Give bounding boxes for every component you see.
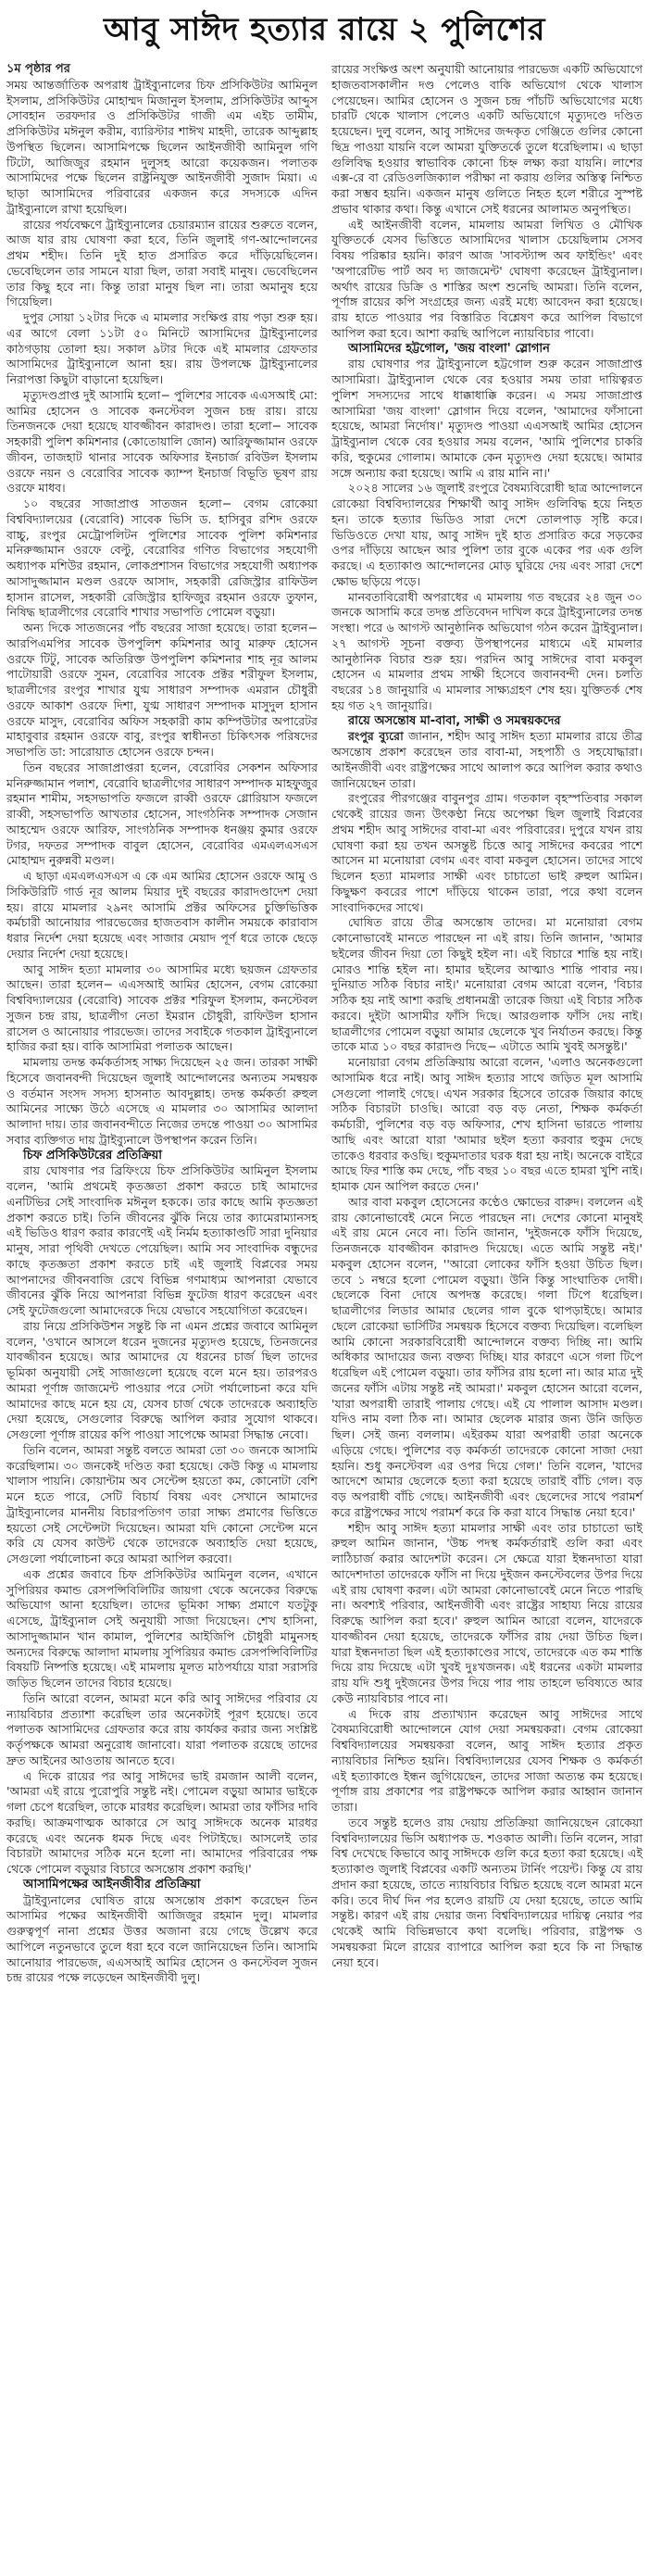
paragraph: এ দিকে রায় প্রত্যাখ্যান করেছেন আবু সাঈদের সাথে বৈষম্যবিরোধী আন্দোলনে যোগ দেয়া সমন্বয়করা। বেগম রোকেয়া বিশ্ববিদ্যালয়ের সমন্বয়করা বলেন, আবু সাঈদ হত্যার প্রকৃত ন্যায়বিচার নিশ্চিত হয়নি। বিশ্ববিদ্যালয়ের যেসব শিক্ষক ও কর্মকর্তা এই হত্যাকাণ্ডে ইন্ধন জুগিয়েছেন, তাদের সাজা অত্যন্ত কম হয়েছে। পূর্ণাঙ্গ রায় প্রকাশের পর রাষ্ট্রপক্ষকে আপিল করার আহ্বান জানান তারা। bbox=[331, 1706, 643, 1814]
continued-from-label: ১ম পৃষ্ঠার পর bbox=[6, 62, 70, 76]
paragraph: রায় নিয়ে প্রসিকিউশন সন্তুষ্ট কি না এমন প্রশ্নের জবাবে আমিনুল বলেন, 'ওখানে আসলে ধরেন দুজনের মৃত্যুদণ্ড হয়েছে, তিনজনের যাবজ্জীবন হয়েছে। আর আমাদের যে ধরনের চার্জ ছিল তাদের ভূমিকা অনুযায়ী সেই সাজাগুলো হয়েছে বলে মনে হয়। তারপরও আমরা পূর্ণাঙ্গ জাজমেন্ট পাওয়ার পরে সেটা পর্যালোচনা করে যদি আমাদের কাছে মনে হয় যে, যেসব চার্জ থেকে তাদেরকে অব্যাহতি দেয়া হয়েছে, সেগুলোর বিরুদ্ধে আপিল করার সুযোগ থাকবে। সেগুলো পূর্ণাঙ্গ রায়ের কপি পাওয়া সাপেক্ষে আমরা সিদ্ধান্ত নেবো। bbox=[6, 1318, 318, 1441]
subheading: আসামিদের হট্টগোল, 'জয় বাংলা' স্লোগান bbox=[348, 341, 550, 356]
paragraph: আর বাবা মকবুল হোসেনের কণ্ঠেও ক্ষোভের বারুদ। বললেন এই রায় কোনোভাবেই মেনে নিতে পারছেন না। দেশের কোনো মানুষই এই রায় মেনে নেবে না। তিনি জানান, 'দুইজনকে ফাঁসি দিয়েছে, তিনজনকে যাবজ্জীবন কারাদণ্ড দিয়েছে। এতে আমি সন্তুষ্ট নই।' মকবুল হোসেন বলেন, ''আরো লোকের ফাঁসি হওয়া উচিত ছিল। তবে ১ নম্বরে হলো পোমেল বড়ুয়া। উনি কিন্তু সাংঘাতিক দোষী। ছেলেকে বিনা দোষে অপদস্ত করেছে। গলা টিপে ধরেছিল। ছাত্রলীগের লিডার আমার ছেলের গাল বুকে থাপড়াইছে। আমার ছেলে রোকেয়া ভার্সিটির সমন্বয়ক হিসেবে বক্তব্য দিয়েছিল। বলেছিল আমি কোনো সরকারবিরোধী আন্দোলনে বক্তব্য দিচ্ছি না। আমি অধিকার আদায়ের জন্য বক্তব্য দিচ্ছি। যার কারণে এসে গলা টিপে ধরেছিল এই পোমেল বড়ুয়া। তার ফাঁসির রায় হলো না। আর মাত্র দুই জনের ফাঁসি এটায় সন্তুষ্ট নই আমরা।' মকবুল হোসেন আরো বলেন, 'যারা অপরাধী তারাই পালায় গেছে। এই যে পালাল আসাদ মণ্ডল। যদিও নাম বলা ঠিক না। আমার ছেলেক মারার জন্য উনি জড়িত ছিল। সেই জন্য বললাম। এইরকম যারা অপরাধী তারা অনেকে এড়িয়ে গেছে। পুলিশের বড় কর্মকর্তা তাদেরকে কোনো সাজা দেয়া হয়নি। শুধু কনস্টেবল এর ওপর দিয়ে গেল।' তিনি বলেন, 'যাদের আদেশে আমার ছেলেকে হত্যা করা হয়েছে তারাই বাঁচি গেল। বড় বড় অপরাধী বাঁচি গেছে। আইনজীবী এবং ছেলেদের সাথে পরামর্শ করে রাষ্ট্রপক্ষের সাথে পরামর্শ করে কি করা যাবে সিদ্ধান্ত নেয়া হবে।' bbox=[331, 1194, 643, 1519]
paragraph: রায় ঘোষণার পর ব্রিফিংয়ে চিফ প্রসিকিউটর আমিনুল ইসলাম বলেন, 'আমি প্রথমেই কৃতজ্ঞতা প্রকাশ করতে চাই আমাদের এনটিভির সেই সাংবাদিক মঈনুল হককে। তার কাছে আমি কৃতজ্ঞতা প্রকাশ করতে চাই। তিনি জীবনের ঝুঁকি নিয়ে তার ক্যামেরাম্যানসহ এই ভিডিও ধারণ করার কারণেই এই নির্মম হত্যাকাণ্ডটি সারা দুনিয়ার মানুষ, সারা পৃথিবী দেখতে পেয়েছিল। আমি সব সাংবাদিক বন্ধুদের কাছে কৃতজ্ঞতা প্রকাশ করতে চাই এই জুলাই বিপ্লবের সময় আপনাদের জীবনবাজি রেখে বিভিন্ন গণমাধ্যম আপনারা যেভাবে জীবনের ঝুঁকি নিয়ে আপনারা বিভিন্ন ফুটেজ ধারণ করেছেন এবং সেই ফুটেজগুলো আমাদেরকে দিয়ে যেভাবে সহযোগিতা করেছেন। bbox=[6, 1163, 318, 1317]
paragraph: তবে সন্তুষ্ট হলেও রায় দেয়ায় প্রতিক্রিয়া জানিয়েছেন রোকেয়া বিশ্ববিদ্যালয়ের ভিসি অধ্যাপক ড. শওকাত আলী। তিনি বলেন, সারা বিশ্ব দেখেছে কিভাবে আবু সাঈদকে গুলি করে হত্যা করা হয়েছে। এই হত্যাকাণ্ড জুলাই বিপ্লবের একটি অন্যতম টার্নিং পয়েন্ট। কিন্তু যে রায় প্রদান করা হয়েছে, তাতে ন্যায়বিচার বিঘ্নিত হয়েছে বলে আমরা মনে করি। তবে দীর্ঘ দিন পর হলেও রায়টি যে দেয়া হয়েছে, তাতে আমি সন্তুষ্ট। কারণ এই রায় দেয়ার জন্য বিশ্ববিদ্যালয়ের দায়িত্ব নেয়ার পর থেকেই আমি বিভিন্নভাবে কথা বলেছি। পরিবার, রাষ্ট্রপক্ষ ও সমন্বয়করা মিলে রায়ের ব্যাপারে আপিল করা হবে কি না সিদ্ধান্ত নেয়া হবে। bbox=[331, 1815, 643, 1969]
paragraph: এক প্রশ্নের জবাবে চিফ প্রসিকিউটর আমিনুল বলেন, এখানে সুপিরিয়র কমান্ড রেসপন্সিবিলিটির জায়গা থেকে অনেকের বিরুদ্ধে অভিযোগ আনা হয়েছিল। তাদের ভূমিকা সাক্ষ্য প্রমাণে যতটুকু এসেছে, ট্রাইব্যুনাল সেই অনুযায়ী সাজা দিয়েছেন। শেখ হাসিনা, আসাদুজ্জামান খান কামাল, পুলিশের আইজিপি চৌধুরী মামুনসহ অন্যদের বিরুদ্ধে আলাদা মামলায় সুপিরিয়র কমান্ড রেসপন্সিবিলিটির বিষয়টি নিষ্পত্তি হয়েছে। এই মামলায় মূলত মাঠপর্যায়ে যারা সরাসরি জড়িত ছিলেন তাদের বিচার হয়েছে। bbox=[6, 1566, 318, 1690]
subheading: রায়ে অসন্তোষ মা-বাবা, সাক্ষী ও সমন্বয়কদের bbox=[348, 713, 561, 728]
right-column bbox=[331, 62, 643, 1986]
paragraph: ১০ বছরের সাজাপ্রাপ্ত সাতজন হলো− বেগম রোকেয়া বিশ্ববিদ্যালয়ের (বেরোবি) সাবেক ভিসি ড. হাসিবুর রশিদ ওরফে বাচ্চু, রংপুর মেট্রোপলিটন পুলিশের সাবেক পুলিশ কমিশনার মনিরুজ্জামান ওরফে বেল্টু, বেরোবির গণিত বিভাগের সহযোগী অধ্যাপক মশিউর রহমান, লোকপ্রশাসন বিভাগের সহযোগী অধ্যাপক আসাদুজ্জামান মণ্ডল ওরফে আসাদ, সহকারী রেজিস্ট্রার রাফিউল হাসান রাসেল, সহকারী রেজিস্ট্রার হাফিজুর রহমান ওরফে তুফান, নিষিদ্ধ ছাত্রলীগের বেরোবি শাখার সভাপতি পোমেল বড়ুয়া। bbox=[6, 496, 318, 620]
paragraph: ট্রাইব্যুনালের ঘোষিত রায়ে অসন্তোষ প্রকাশ করেছেন তিন আসামির পক্ষের আইনজীবী আজিজুর রহমান দুলু। মামলার গুরুত্বপূর্ণ নানা প্রশ্নের উত্তর অজানা রয়ে গেছে উল্লেখ করে আপিলে নতুনভাবে তুলে ধরা হবে বলে জানিয়েছেন তিনি। আসামি আনোয়ার পারভেজ, এএসআই আমির হোসেন ও কনস্টেবল সুজন চন্দ্র রায়ের পক্ষে লড়েছেন আইনজীবী দুলু। bbox=[6, 1892, 318, 1985]
paragraph: মামলায় তদন্ত কর্মকর্তাসহ সাক্ষ্য দিয়েছেন ২৫ জন। তারকা সাক্ষী হিসেবে জবানবন্দী দিয়েছেন জুলাই আন্দোলনের অন্যতম সমন্বয়ক ও বর্তমান সংসদ সদস্য হাসনাত আবদুল্লাহ। তদন্ত কর্মকর্তা রুহুল আমিনের সাক্ষ্যে উঠে এসেছে এ মামলার ৩০ আসামির আলাদা আলাদা দায়। তার জবানবন্দীতে নিজের তদন্তে পাওয়া ৩০ আসামির সবার ব্যক্তিগত দায় ট্রাইব্যুনালে উপস্থাপন করেন তিনি। bbox=[6, 1055, 318, 1147]
article-body bbox=[0, 62, 649, 1986]
paragraph: ঘোষিত রায়ে তীব্র অসন্তোষ তাদের। মা মনোয়ারা বেগম কোনোভাবেই মানতে পারছেন না এই রায়। তিনি জানান, 'আমার ছইলের জীবন দিয়া তো কিছুই হইল না। এই বিচারে শান্তি হয় নাই। মোরও শান্তি হইল না। হামার ছইলের আত্মাও শান্তি পাবার নয়। দুনিয়াত সঠিক বিচার নাই।' মনোয়ারা বেগম আরো বলেন, 'বিচার সঠিক হয় নাই আশা করছি প্রধানমন্ত্রী তারেক জিয়া এই বিচার সঠিক করবে। দুইটা আসামীর ফাঁসি দিছে। আরগুলাক ফাঁসি দেয় নাই। ছাত্রলীগের পোমেল বড়ুয়া আমার ছেলেকে খুব নির্যাতন করছে। কিন্তু তাকে মাত্র ১০ বছর কারাদণ্ড দিছে− এটাতে আমি খুবই অসন্তুষ্ট।' bbox=[331, 915, 643, 1054]
paragraph-text: জানান, শহীদ আবু সাঈদ হত্যা মামলার রায়ে তীব্র অসন্তোষ প্রকাশ করেছেন তার বাবা-মা, সহপাঠী ও সহযোদ্ধারা। আইনজীবী এবং রাষ্ট্রপক্ষের সাথে আলাপ করে আপিল করার কথাও জানিয়েছেন তারা। bbox=[331, 729, 643, 790]
subheading: চিফ প্রসিকিউটরের প্রতিক্রিয়া bbox=[23, 1148, 163, 1162]
paragraph: মৃত্যুদণ্ডপ্রাপ্ত দুই আসামি হলো− পুলিশের সাবেক এএসআই মো: আমির হোসেন ও সাবেক কনস্টেবল সুজন চন্দ্র রায়। রায়ে তিনজনকে দেয়া হয়েছে যাবজ্জীবন কারাদণ্ড। তারা হলো− সাবেক সহকারী পুলিশ কমিশনার (কোতোয়ালি জোন) আরিফুজ্জামান ওরফে জীবন, তাজহাট থানার সাবেক অফিসার ইনচার্জ রবিউল ইসলাম ওরফে নয়ন ও বেরোবির সাবেক ক্যাম্প ইনচার্জ বিভূতি ভূষণ রায় ওরফে মাধব। bbox=[6, 387, 318, 496]
paragraph: দুপুর সোয়া ১২টার দিকে এ মামলার সংক্ষিপ্ত রায় পড়া শুরু হয়। এর আগে বেলা ১১টা ৫০ মিনিটে আসামিদের ট্রাইব্যুনালের কাঠগড়ায় তোলা হয়। সকাল ৯টার দিকে এই মামলার গ্রেফতার আসামিদের ট্রাইব্যুনালে আনা হয়। রায় উপলক্ষে ট্রাইব্যুনালের নিরাপত্তা কিছুটা বাড়ানো হয়েছিল। bbox=[6, 310, 318, 386]
paragraph: তিনি বলেন, আমরা সন্তুষ্ট বলতে আমরা তো ৩০ জনকে আসামি করেছিলাম। ৩০ জনকেই দণ্ডিত করা হয়েছে। কেউ কিন্তু এ মামলায় খালাস পায়নি। কোয়ান্টাম অব সেন্টেন্স হয়তো কম, কোনোটা বেশি মনে হতে পারে, সেটি বিচার্য বিষয় এবং সেখানে আমাদের ট্রাইব্যুনালের মাননীয় বিচারপতিগণ তারা সাক্ষ্য প্রমাণের ভিত্তিতে হয়তো সেই সেন্টেন্সটা দিয়েছেন। আমরা যদি কোনো সেন্টেন্স মনে করি যে যেসব কাউন্ট থেকে তাদেরকে অব্যাহতি দেয়া হয়েছে, সেগুলো পর্যালোচনা করে আমরা আপিল করবো। bbox=[6, 1442, 318, 1565]
paragraph bbox=[331, 729, 643, 791]
paragraph: সময় আন্তর্জাতিক অপরাধ ট্রাইব্যুনালের চিফ প্রসিকিউটর আমিনুল ইসলাম, প্রসিকিউটর মোহাম্মদ মিজানুল ইসলাম, প্রসিকিউটর আব্দুস সোবহান তরফদার ও প্রসিকিউটর গাজী এম এইচ তামীম, প্রসিকিউটর মঈনুল করীম, ব্যারিস্টার শাঈখ মাহদী, তারেক আব্দুল্লাহ উপস্থিত ছিলেন। আসামিপক্ষে ছিলেন আইনজীবী আমিনুল গণি টিটো, আজিজুর রহমান দুলুসহ আরো কয়েকজন। পলাতক আসামিদের পক্ষে ছিলেন রাষ্ট্রনিযুক্ত আইনজীবী সুজাদ মিয়া। এ ছাড়া আসামিদের পরিবারের একজন করে সদস্যকে এদিন ট্রাইব্যুনালে রাখা হয়েছিল। bbox=[6, 77, 318, 216]
paragraph: মনোয়ারা বেগম প্রতিক্রিয়ায় আরো বলেন, 'এলাও অনেকগুলো আসামিক ধরে নাই। আবু সাঈদ হত্যার সাথে জড়িত মূল আসামি সেগুলো পালাই গেছে। এখন সরকার হিসেবে তারেক জিয়ার কাছে সঠিক বিচারটা চাওছি। আরো বড় বড় নেতা, শিক্ষক কর্মকর্তা কর্মচারী, পুলিশের বড় বড় অফিসার, শেখ হাসিনা ভারতে পালায় আছি এবং আরো যারা 'আমার ছইল হত্যা করবার হুকুম দেছে তাকেও ধরবার কওছি। হুকুমদাতার ঘরক ধরা হয় নাই। অনেকে বাইরে আছে ফির শাস্তি কম দেছে, পাঁচ বছর ১০ বছর এতে হামরা খুশি নাই। হামাক যেন আপিল করতে দেন।' bbox=[331, 1055, 643, 1193]
paragraph: মানবতাবিরোধী অপরাধের এ মামলায় গত বছরের ২৪ জুন ৩০ জনকে আসামি করে তদন্ত প্রতিবেদন দাখিল করে ট্রাইব্যুনালের তদন্ত সংস্থা। পরে ৬ আগস্ট আনুষ্ঠানিক অভিযোগ গঠন করেন ট্রাইব্যুনাল। ২৭ আগস্ট সূচনা বক্তব্য উপস্থাপনের মাধ্যমে এই মামলার আনুষ্ঠানিক বিচার শুরু হয়। পরদিন আবু সাঈদের বাবা মকবুল হোসেন এ মামলার প্রথম সাক্ষী হিসেবে জবানবন্দী দেন। চলতি বছরের ১৪ জানুয়ারি এ মামলার সাক্ষ্যগ্রহণ শেষ হয়। যুক্তিতর্ক শেষ হয় গত ২৭ জানুয়ারি। bbox=[331, 589, 643, 712]
paragraph: রায়ের পর্যবেক্ষণে ট্রাইব্যুনালের চেয়ারম্যান রায়ের শুরুতে বলেন, আজ যার রায় ঘোষণা করা হবে, তিনি জুলাই গণ-আন্দোলনের প্রথম শহীদ। তিনি দুই হাত প্রসারিত করে দাঁড়িয়েছিলেন। ভেবেছিলেন তার সামনে যারা ছিল, তারা সবাই মানুষ। ভেবেছিলেন তার কিছু হবে না। কিন্তু তারা মানুষ ছিল না। তারা অমানুষ হয়ে গিয়েছিল। bbox=[6, 217, 318, 309]
headline: আবু সাঈদ হত্যার রায়ে ২ পুলিশের bbox=[104, 11, 545, 48]
subheading: আসামিপক্ষের আইনজীবীর প্রতিক্রিয়া bbox=[23, 1877, 201, 1891]
paragraph: রায়ের সংক্ষিপ্ত অংশ অনুযায়ী আনোয়ার পারভেজ একটি অভিযোগে হাজতবাসকালীন দণ্ড পেলেও বাকি অভিযোগ থেকে খালাস পেয়েছেন। আমির হোসেন ও সুজন চন্দ্র পাঁচটি অভিযোগের মধ্যে চারটি থেকে খালাস পেলেও একটি অভিযোগে মৃত্যুদণ্ডে দণ্ডিত হয়েছেন। দুলু বলেন, আবু সাঈদের জব্দকৃত গেঞ্জিতে গুলির কোনো ছিদ্র পাওয়া যায়নি বলে আমরা যুক্তিতর্কে তুলে ধরেছিলাম। এ ছাড়া গুলিবিদ্ধ হওয়ার স্বাভাবিক কোনো চিহ্ন লক্ষ্য করা যায়নি। লাশের এক্স-রে বা রেডিওলজিক্যাল পরীক্ষা না করায় গুলির অস্তিত্ব নিশ্চিত করা সম্ভব হয়নি। একজন মানুষ গুলিতে নিহত হলে শরীরে সুস্পষ্ট প্রভাব থাকার কথা। কিন্তু এখানে সেই ধরনের আলামত অনুপস্থিত। bbox=[331, 62, 643, 216]
paragraph: আবু সাঈদ হত্যা মামলার ৩০ আসামির মধ্যে ছয়জন গ্রেফতার আছেন। তারা হলেন− এএসআই আমির হোসেন, বেগম রোকেয়া বিশ্ববিদ্যালয়ের (বেরোবি) সাবেক প্রক্টর শরিফুল ইসলাম, কনস্টেবল সুজন চন্দ্র রায়, ছাত্রলীগ নেতা ইমরান চৌধুরী, রাফিউল হাসান রাসেল ও আনোয়ার পারভেজ। তাদের সবাইকে গতকাল ট্রাইব্যুনালে হাজির করা হয়। বাকি আসামিরা পলাতক আছেন। bbox=[6, 961, 318, 1054]
paragraph: রংপুরের পীরগঞ্জের বাবুনপুর গ্রাম। গতকাল বৃহস্পতিবার সকাল থেকেই রায়ের জন্য উৎকণ্ঠা নিয়ে অপেক্ষা ছিল জুলাই বিপ্লবের প্রথম শহীদ আবু সাঈদের বাবা-মা এবং পরিবারের। দুপুরে যখন রায় ঘোষণা করা হয় তখন অসন্তুষ্ট চিত্তে আবু সাঈদের কবরের পাশে আসেন মা মনোয়ারা বেগম এবং বাবা মকবুল হোসেন। তাদের সাথে ছিলেন হত্যা মামলার সাক্ষী এবং চাচাতো ভাই রুহুল আমিন। কিছুক্ষণ কবরের পাশে দাঁড়িয়ে থাকেন তারা, পরে কথা বলেন সাংবাদিকদের সাথে। bbox=[331, 791, 643, 914]
paragraph: ২০২৪ সালের ১৬ জুলাই রংপুরে বৈষম্যবিরোধী ছাত্র আন্দোলনে রোকেয়া বিশ্ববিদ্যালয়ের শিক্ষার্থী আবু সাঈদ গুলিবিদ্ধ হয়ে নিহত হন। তাকে হত্যার ভিডিও সারা দেশে তোলপাড় সৃষ্টি করে। ভিডিওতে দেখা যায়, আবু সাঈদ দুই হাত প্রসারিত করে সড়কের ওপর দাঁড়িয়ে আছেন আর পুলিশ তার বুকে একের পর এক গুলি করছে। এ হত্যাকাণ্ড আন্দোলনের মোড় ঘুরিয়ে দেয় এবং সারা দেশে ক্ষোভ ছড়িয়ে পড়ে। bbox=[331, 481, 643, 588]
byline: রংপুর ব্যুরো bbox=[348, 729, 404, 744]
paragraph: তিনি আরো বলেন, আমরা মনে করি আবু সাঈদের পরিবার যে ন্যায়বিচার প্রত্যাশা করেছিল তার অনেকটাই পূরণ হয়েছে। তবে পলাতক আসামিদের গ্রেফতার করে রায় কার্যকর করার জন্য সংশ্লিষ্ট কর্তৃপক্ষকে আমরা অনুরোধ জানাবো। যারা পলাতক রয়েছে তাদের দ্রুত আইনের আওতায় আনতে হবে। bbox=[6, 1690, 318, 1767]
paragraph: তিন বছরের সাজাপ্রাপ্তরা হলেন, বেরোবির সেকশন অফিসার মনিরুজ্জামান পলাশ, বেরোবি ছাত্রলীগের সাধারণ সম্পাদক মাহফুজুর রহমান শামীম, সহসভাপতি ফজলে রাব্বী ওরফে গ্লোরিয়াস ফজলে রাব্বী, সহসভাপতি আখতার হোসেন, সাংগঠনিক সম্পাদক সেজান আহম্মেদ ওরফে আরিফ, সাংগঠনিক সম্পাদক ধনঞ্জয় কুমার ওরফে টগর, দফতর সম্পাদক বাবুল হোসেন, বেরোবির এমএলএসএস মোহাম্মদ নুরুন্নবী মণ্ডল। bbox=[6, 760, 318, 868]
paragraph: এ দিকে রায়ের পর আবু সাঈদের ভাই রমজান আলী বলেন, 'আমরা এই রায়ে পুরোপুরি সন্তুষ্ট নই। পোমেল বড়ুয়া আমার ভাইকে গলা চেপে ধরেছিল, তাকে মারধর করেছিল। আমরা তার ফাঁসির দাবি করছি। আক্রমণাত্মক আকারে সে আবু সাঈদকে অনেক মারধর করেছে এবং অনেক ধমক দিছে এবং পিটাইছে। আসলেই তার বিচারটা আমাদের সঠিক মনে হলো না। আমাদের পরিবারের পক্ষ থেকে পোমেল বড়ুয়ার বিচারে অসন্তোষ প্রকাশ করছি।' bbox=[6, 1768, 318, 1876]
paragraph: এ ছাড়া এমএলএসএস এ কে এম আমির হোসেন ওরফে আমু ও সিকিউরিটি গার্ড নূর আলম মিয়ার দুই বছরের কারাদণ্ডাদেশ দেয়া হয়। রায়ে মামলার ২৯নং আসামি প্রক্টর অফিসের চুক্তিভিত্তিক কর্মচারী আনোয়ার পারভেজের হাজতবাস কালীন সময়কে কারাবাস ধরার নির্দেশ দেয়া হয়েছে এবং সাজার মেয়াদ পূর্ণ ধরে তাকে ছেড়ে দেয়ার নির্দেশ দেয়া হয়েছে। bbox=[6, 869, 318, 961]
paragraph: এই আইনজীবী বলেন, মামলায় আমরা লিখিত ও মৌখিক যুক্তিতর্কে যেসব ভিত্তিতে আসামিদের খালাস চেয়েছিলাম সেসব বিষয় পরিষ্কার হয়নি। কারণ আজ 'সাবস্ট্যান্স অব ফাইন্ডিং' এবং 'অপারেটিভ পার্ট অব দ্য জাজমেন্ট' ঘোষণা করেছেন ট্রাইব্যুনাল। অর্থাৎ রায়ের ডিক্রি ও শাস্তির অংশ শুনেছি আমরা। তিনি বলেন, পূর্ণাঙ্গ রায়ের কপি সংগ্রহের জন্য এরই মধ্যে আবেদন করা হয়েছে। রায় হাতে পাওয়ার পর বিস্তারিত বিশ্লেষণ করে আপিল বিভাগে আপিল করা হবে। আশা করছি আপিলে ন্যায়বিচার পাবো। bbox=[331, 217, 643, 340]
paragraph: শহীদ আবু সাঈদ হত্যা মামলার সাক্ষী এবং তার চাচাতো ভাই রুহুল আমিন জানান, 'উচ্চ পদস্থ কর্মকর্তারাই গুলি করা এবং লাঠিচার্জ করার আদেশটা করেন। সে ক্ষেত্রে যারা ইন্ধনদাতা যারা আদেশদাতা তাদেরকে ফাঁসি না দিয়ে দুইজন কনস্টেবলের উপর দিয়ে এই রায় ঘোষণা করল। এটা আমরা কোনোভাবেই মেনে নিতে পারছি না। অবশ্যই পরিবার, আইনজীবী এবং রাষ্ট্রের সাহায্য নিয়ে রায়ের বিরুদ্ধে আপিল করা হবে।' রুহুল আমিন আরো বলেন, যাদেরকে যাবজ্জীবন দেয়া হয়েছে, তাদেরকে ফাঁসির রায় দেয়া উচিত ছিল। যারা ইন্ধনদাতা ছিল এই হত্যাকাণ্ডের সাথে, তাদেরকে এত কম শাস্তি দিয়ে রায় দিয়েছে এটা খুবই দুঃখজনক। এই ধরনের একটা মামলার রায় যদি শুধু দুইজনের উপর দিয়ে পার পায় তাহলে ভবিষ্যতে আর কেউ ন্যায়বিচার পাবে না। bbox=[331, 1520, 643, 1705]
left-column bbox=[6, 62, 318, 1986]
paragraph: রায় ঘোষণার পর ট্রাইব্যুনালে হট্টগোল শুরু করেন সাজাপ্রাপ্ত আসামিরা। ট্রাইব্যুনাল থেকে বের হওয়ার সময় তারা দায়িত্বরত পুলিশ সদস্যদের সাথে ধাক্কাধাক্কি করেন। এ সময় সাজাপ্রাপ্ত আসামিরা 'জয় বাংলা' স্লোগান দিয়ে বলেন, 'আমাদের ফাঁসানো হয়েছে, আমরা নির্দোষ।' মৃত্যুদণ্ড পাওয়া এএসআই আমির হোসেন ট্রাইব্যুনাল থেকে বের হওয়ার সময় বলেন, 'আমি পুলিশের চাকরি করি, হুকুমের গোলাম। আমাকে কেন মৃত্যুদণ্ড দেয়া হয়েছে। আমার সঙ্গে অন্যায় করা হয়েছে। আমি এ রায় মানি না।' bbox=[331, 357, 643, 480]
paragraph: অন্য দিকে সাতজনের পাঁচ বছরের সাজা হয়েছে। তারা হলেন− আরপিএমপির সাবেক উপপুলিশ কমিশনার আবু মারুফ হোসেন ওরফে টিটু, সাবেক অতিরিক্ত উপপুলিশ কমিশনার শাহ নূর আলম পাটোয়ারী ওরফে সুমন, বেরোবির সাবেক প্রক্টর শরীফুল ইসলাম, ছাত্রলীগের রংপুর শাখার যুগ্ম সাধারণ সম্পাদক এমরান চৌধুরী ওরফে আকাশ ওরফে দিশা, যুগ্ম সাধারণ সম্পাদক মাসুদুল হাসান ওরফে মাসুদ, বেরোবির অফিস সহকারী কাম কম্পিউটার অপারেটর মাহাবুবার রহমান ওরফে বাবু, রংপুর স্বাধীনতা চিকিৎসক পরিষদের সভাপতি ডা: সারোয়াত হোসেন ওরফে চন্দন। bbox=[6, 621, 318, 759]
